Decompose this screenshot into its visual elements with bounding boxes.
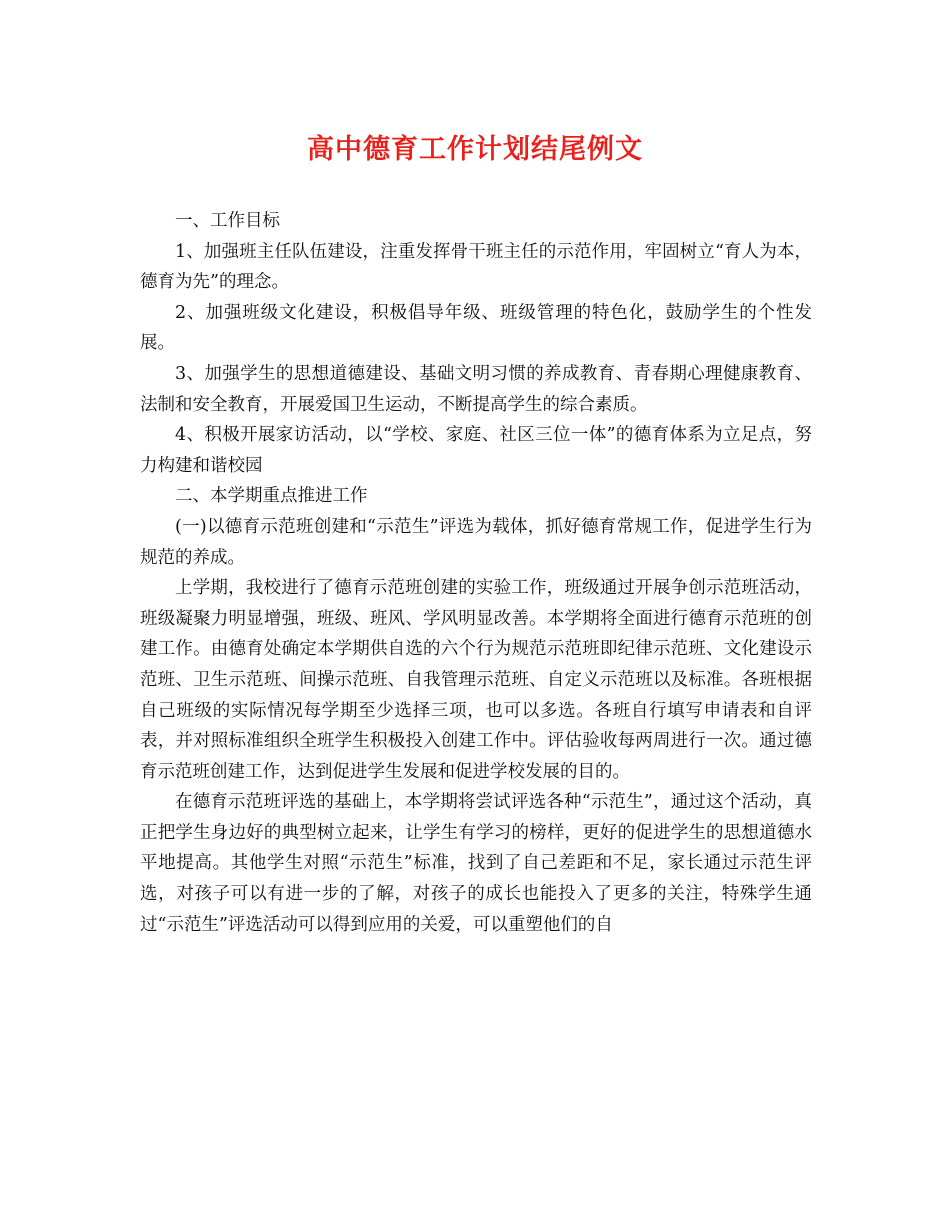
paragraph: 4、积极开展家访活动，以“学校、家庭、社区三位一体”的德育体系为立足点，努力构建和谐校园 [140,425,812,476]
document-body [140,206,812,940]
heading-key-work: 二、本学期重点推进工作 [175,486,368,507]
paragraph: 2、加强班级文化建设，积极倡导年级、班级管理的特色化，鼓励学生的个性发展。 [140,302,812,354]
paragraph: 1、加强班主任队伍建设，注重发挥骨干班主任的示范作用，牢固树立“育人为本，德育为先”的理念。 [140,241,812,293]
paragraph: 3、加强学生的思想道德建设、基础文明习惯的养成教育、青春期心理健康教育、法制和安全教育，开展爱国卫生运动，不断提高学生的综合素质。 [140,363,812,415]
paragraph: (一)以德育示范班创建和“示范生”评选为载体，抓好德育常规工作，促进学生行为规范的养成。 [140,516,812,568]
document-title: 高中德育工作计划结尾例文 [307,134,643,165]
paragraph: 在德育示范班评选的基础上，本学期将尝试评选各种“示范生”，通过这个活动，真正把学生身边好的典型树立起来，让学生有学习的榜样，更好的促进学生的思想道德水平地提高。其他学生对照“示范生”标准，找到了自己差距和不足，家长通过示范生评选，对孩子可以有进一步的了解，对孩子的成长也能投入了更多的关注，特殊学生通过“示范生”评选活动可以得到应用的关爱，可以重塑他们的自 [140,792,812,935]
paragraph: 上学期，我校进行了德育示范班创建的实验工作，班级通过开展争创示范班活动，班级凝聚力明显增强，班级、班风、学风明显改善。本学期将全面进行德育示范班的创建工作。由德育处确定本学期供自选的六个行为规范示范班即纪律示范班、文化建设示范班、卫生示范班、间操示范班、自我管理示范班、自定义示范班以及标准。各班根据自己班级的实际情况每学期至少选择三项，也可以多选。各班自行填写申请表和自评表，并对照标准组织全班学生积极投入创建工作中。评估验收每两周进行一次。通过德育示范班创建工作，达到促进学生发展和促进学校发展的目的。 [140,578,812,782]
heading-work-goals: 一、工作目标 [175,211,280,231]
